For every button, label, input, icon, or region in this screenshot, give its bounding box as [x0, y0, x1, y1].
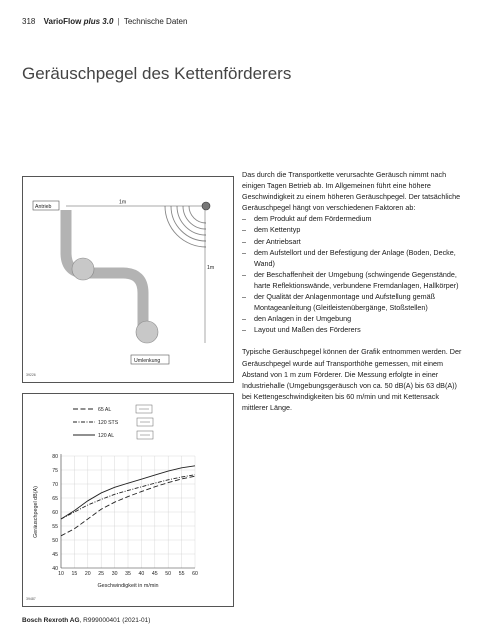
factor-text: dem Kettentyp: [254, 225, 301, 235]
footer-document: R999000401 (2021-01): [83, 617, 151, 624]
y-tick-label: 50: [52, 537, 58, 544]
factor-item: [242, 247, 464, 269]
product-name: [44, 17, 114, 26]
factor-text: der Antriebsart: [254, 236, 301, 246]
noise-level-chart: [23, 394, 233, 606]
x-tick-label: 20: [84, 571, 91, 577]
factor-text: den Anlagen in der Umgebung: [254, 314, 352, 324]
x-tick-label: 60: [192, 571, 198, 577]
factor-text: dem Aufstellort und der Befestigung der Anlage (Boden, Decke, Wand): [254, 247, 456, 268]
chart-plot: [33, 454, 198, 589]
body-text: [242, 169, 464, 413]
drive-label: Antrieb: [35, 204, 52, 210]
y-axis-label: Geräuschpegel dB(A): [33, 486, 39, 538]
vertical-distance-label: 1m: [207, 265, 215, 271]
y-tick-label: 65: [52, 495, 58, 502]
microphone-icon: [202, 202, 210, 210]
figure2-id: 39487: [26, 597, 36, 601]
bend-roll-upper: [72, 258, 94, 280]
factor-list: [242, 213, 464, 335]
list-dash: –: [242, 236, 246, 246]
conveyor-layout-figure: [22, 176, 234, 383]
outro-paragraph: Typische Geräuschpegel können der Grafik entnommen werden. Der Geräuschpegel wurde auf Transporthöhe gemessen, mit einem Abstand von 1 m zum Förderer. Die Messung erfolgte in einer Industriehalle (Umgebungsgeräusch von ca. 50 dB(A) bis 63 dB(A)) bei Kettengeschwindigkeiten bis 60 m/min und mit Kettensack mittlerer Länge.: [242, 347, 462, 412]
factor-text: der Qualität der Anlagenmontage und Aufstellung gemäß Montageanleitung (Gleitleistenübergänge, Stoßstellen): [254, 292, 436, 313]
factor-text: Layout und Maßen des Förderers: [254, 325, 361, 335]
footer-company: Bosch Rexroth AG: [22, 617, 80, 624]
x-axis-label: Geschwindigkeit in m/min: [97, 583, 159, 589]
list-dash: –: [242, 314, 246, 324]
page-title: Geräuschpegel des Kettenförderers: [22, 64, 292, 83]
y-tick-label: 75: [52, 467, 58, 474]
section-name: Technische Daten: [123, 17, 188, 26]
x-tick-label: 35: [125, 571, 131, 577]
product-name-suffix: plus 3.0: [83, 17, 114, 26]
bend-roll-lower: [136, 321, 158, 343]
legend-label: 65 AL: [98, 407, 112, 413]
y-tick-label: 60: [52, 509, 58, 516]
factor-item: [242, 291, 464, 313]
list-dash: –: [242, 292, 246, 302]
header-separator: |: [117, 17, 120, 26]
factor-text: dem Produkt auf dem Fördermedium: [254, 214, 372, 224]
list-dash: –: [242, 214, 246, 224]
list-dash: –: [242, 325, 246, 335]
figure1-id: 39226: [26, 373, 36, 377]
page-number: 318: [22, 17, 36, 26]
list-dash: –: [242, 269, 246, 279]
x-tick-label: 50: [165, 571, 172, 577]
legend-label: 120 AL: [98, 433, 115, 439]
factor-item: [242, 313, 464, 324]
x-tick-label: 15: [71, 571, 78, 577]
x-tick-label: 25: [98, 571, 105, 577]
factor-item: [242, 236, 464, 247]
intro-paragraph: Das durch die Transportkette verursachte Geräusch nimmt nach einigen Tagen Betrieb ab. Im Allgemeinen führt eine höhere Geschwindigkeit zu einem höheren Geräuschpegel. Der tatsächliche Geräuschpegel hängt von verschiedenen Faktoren ab:: [242, 170, 461, 213]
x-tick-label: 30: [111, 571, 118, 577]
return-label: Umlenkung: [134, 358, 161, 364]
y-tick-label: 70: [52, 481, 58, 488]
factor-item: [242, 269, 464, 291]
page-footer: Bosch Rexroth AG, R999000401 (2021-01): [22, 617, 151, 624]
legend-label: 120 STS: [98, 420, 119, 426]
sound-waves-icon: [165, 206, 206, 247]
factor-text: der Beschaffenheit der Umgebung (schwingende Gegenstände, harte Reflektionswände, verbundene Fremdanlagen, Hallkörper): [254, 269, 459, 290]
chart-legend: [73, 405, 153, 439]
x-tick-label: 40: [138, 571, 145, 577]
running-header: [22, 17, 187, 26]
factor-item: [242, 224, 464, 235]
x-tick-label: 10: [58, 571, 64, 577]
factor-item: [242, 324, 464, 335]
x-tick-label: 45: [151, 571, 158, 577]
y-tick-label: 40: [52, 565, 58, 572]
horizontal-distance-label: 1m: [119, 199, 127, 206]
list-dash: –: [242, 225, 246, 235]
product-name-main: VarioFlow: [43, 17, 82, 26]
y-tick-label: 55: [52, 523, 58, 530]
noise-level-chart-figure: [22, 393, 234, 607]
x-tick-label: 55: [178, 571, 185, 577]
y-tick-label: 80: [52, 453, 58, 460]
factor-item: [242, 213, 464, 224]
list-dash: –: [242, 247, 246, 257]
y-tick-label: 45: [52, 551, 58, 558]
conveyor-layout-drawing: [23, 177, 233, 382]
